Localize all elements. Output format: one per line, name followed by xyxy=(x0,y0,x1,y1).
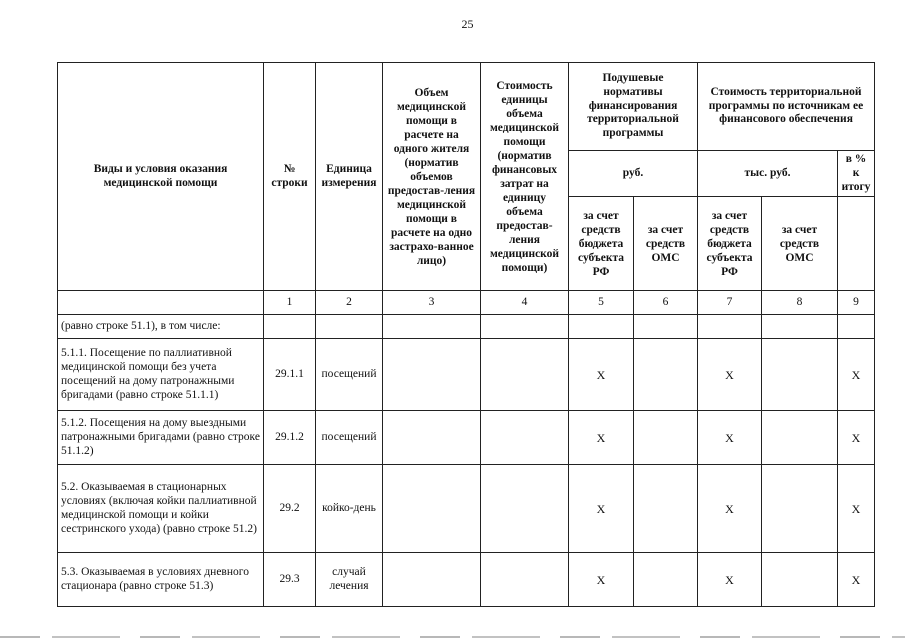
row-description: 5.3. Оказываемая в условиях дневного стационара (равно строке 51.3) xyxy=(58,553,264,607)
column-number: 9 xyxy=(838,291,875,315)
header-types: Виды и условия оказания медицинской помощи xyxy=(58,63,264,291)
header-src-budget: за счет средств бюджета субъекта РФ xyxy=(569,197,634,291)
column-number: 4 xyxy=(481,291,569,315)
row-cell xyxy=(634,411,698,465)
row-cell xyxy=(634,339,698,411)
row-cell xyxy=(762,315,838,339)
row-mark: Х xyxy=(838,553,875,607)
row-unit: посещений xyxy=(316,411,383,465)
header-unit-thousand-rub: тыс. руб. xyxy=(698,151,838,197)
row-mark xyxy=(838,315,875,339)
column-number: 1 xyxy=(264,291,316,315)
row-mark: Х xyxy=(838,411,875,465)
table-row xyxy=(58,465,875,553)
row-cell xyxy=(383,339,481,411)
row-cell xyxy=(383,553,481,607)
header-src-blank xyxy=(838,197,875,291)
medical-care-table xyxy=(57,62,875,607)
header-program-cost: Стоимость территориальной программы по источникам ее финансового обеспечения xyxy=(698,63,875,151)
column-number: 7 xyxy=(698,291,762,315)
row-cell xyxy=(634,465,698,553)
row-cell xyxy=(383,465,481,553)
row-cell xyxy=(762,411,838,465)
column-numbers-row xyxy=(58,291,875,315)
row-unit: койко-день xyxy=(316,465,383,553)
row-unit: посещений xyxy=(316,339,383,411)
header-cost: Стоимость единицы объема медицинской помощи (норматив финансовых затрат на единицу объема предостав-ления медицинской помощи) xyxy=(481,63,569,291)
header-unit: Единица измерения xyxy=(316,63,383,291)
row-mark: Х xyxy=(698,411,762,465)
header-unit-rub: руб. xyxy=(569,151,698,197)
row-cell xyxy=(481,553,569,607)
row-number: 29.1.1 xyxy=(264,339,316,411)
header-src-oms: за счет средств ОМС xyxy=(634,197,698,291)
row-number: 29.3 xyxy=(264,553,316,607)
row-cell xyxy=(634,315,698,339)
table-row xyxy=(58,339,875,411)
row-description: 5.1.1. Посещение по паллиативной медицинской помощи без учета посещений на дому патронажными бригадами (равно строке 51.1.1) xyxy=(58,339,264,411)
header-src-oms-2: за счет средств ОМС xyxy=(762,197,838,291)
column-number: 6 xyxy=(634,291,698,315)
row-number xyxy=(264,315,316,339)
row-description: 5.1.2. Посещения на дому выездными патронажными бригадами (равно строке 51.1.2) xyxy=(58,411,264,465)
row-mark: Х xyxy=(698,339,762,411)
row-cell xyxy=(481,465,569,553)
row-description: (равно строке 51.1), в том числе: xyxy=(58,315,264,339)
row-cell xyxy=(762,339,838,411)
row-cell xyxy=(383,411,481,465)
scan-edge-divider xyxy=(0,636,905,638)
row-mark: Х xyxy=(569,339,634,411)
header-src-budget-2: за счет средств бюджета субъекта РФ xyxy=(698,197,762,291)
row-cell xyxy=(762,465,838,553)
row-number: 29.2 xyxy=(264,465,316,553)
table-row xyxy=(58,315,875,339)
row-mark: Х xyxy=(569,465,634,553)
row-description: 5.2. Оказываемая в стационарных условиях (включая койки паллиативной медицинской помощи и койки сестринского ухода) (равно строке 51.2) xyxy=(58,465,264,553)
row-mark: Х xyxy=(698,465,762,553)
column-number: 8 xyxy=(762,291,838,315)
row-mark xyxy=(569,315,634,339)
header-row-no: № строки xyxy=(264,63,316,291)
row-mark: Х xyxy=(569,553,634,607)
row-mark: Х xyxy=(838,465,875,553)
row-unit: случай лечения xyxy=(316,553,383,607)
header-volume: Объем медицинской помощи в расчете на одного жителя (норматив объемов предостав-ления медицинской помощи в расчете на одно застрахо-ванное лицо) xyxy=(383,63,481,291)
column-number: 3 xyxy=(383,291,481,315)
page-number: 25 xyxy=(461,17,474,31)
row-cell xyxy=(481,339,569,411)
table-row xyxy=(58,411,875,465)
row-mark xyxy=(698,315,762,339)
row-cell xyxy=(634,553,698,607)
column-number: 2 xyxy=(316,291,383,315)
row-cell xyxy=(481,315,569,339)
row-unit xyxy=(316,315,383,339)
row-mark: Х xyxy=(838,339,875,411)
row-cell xyxy=(383,315,481,339)
header-unit-percent: в % к итогу xyxy=(838,151,875,197)
row-cell xyxy=(762,553,838,607)
row-number: 29.1.2 xyxy=(264,411,316,465)
column-number: 5 xyxy=(569,291,634,315)
header-per-capita: Подушевые нормативы финансирования территориальной программы xyxy=(569,63,698,151)
row-mark: Х xyxy=(569,411,634,465)
row-mark: Х xyxy=(698,553,762,607)
row-cell xyxy=(481,411,569,465)
column-number-blank xyxy=(58,291,264,315)
table-row xyxy=(58,553,875,607)
